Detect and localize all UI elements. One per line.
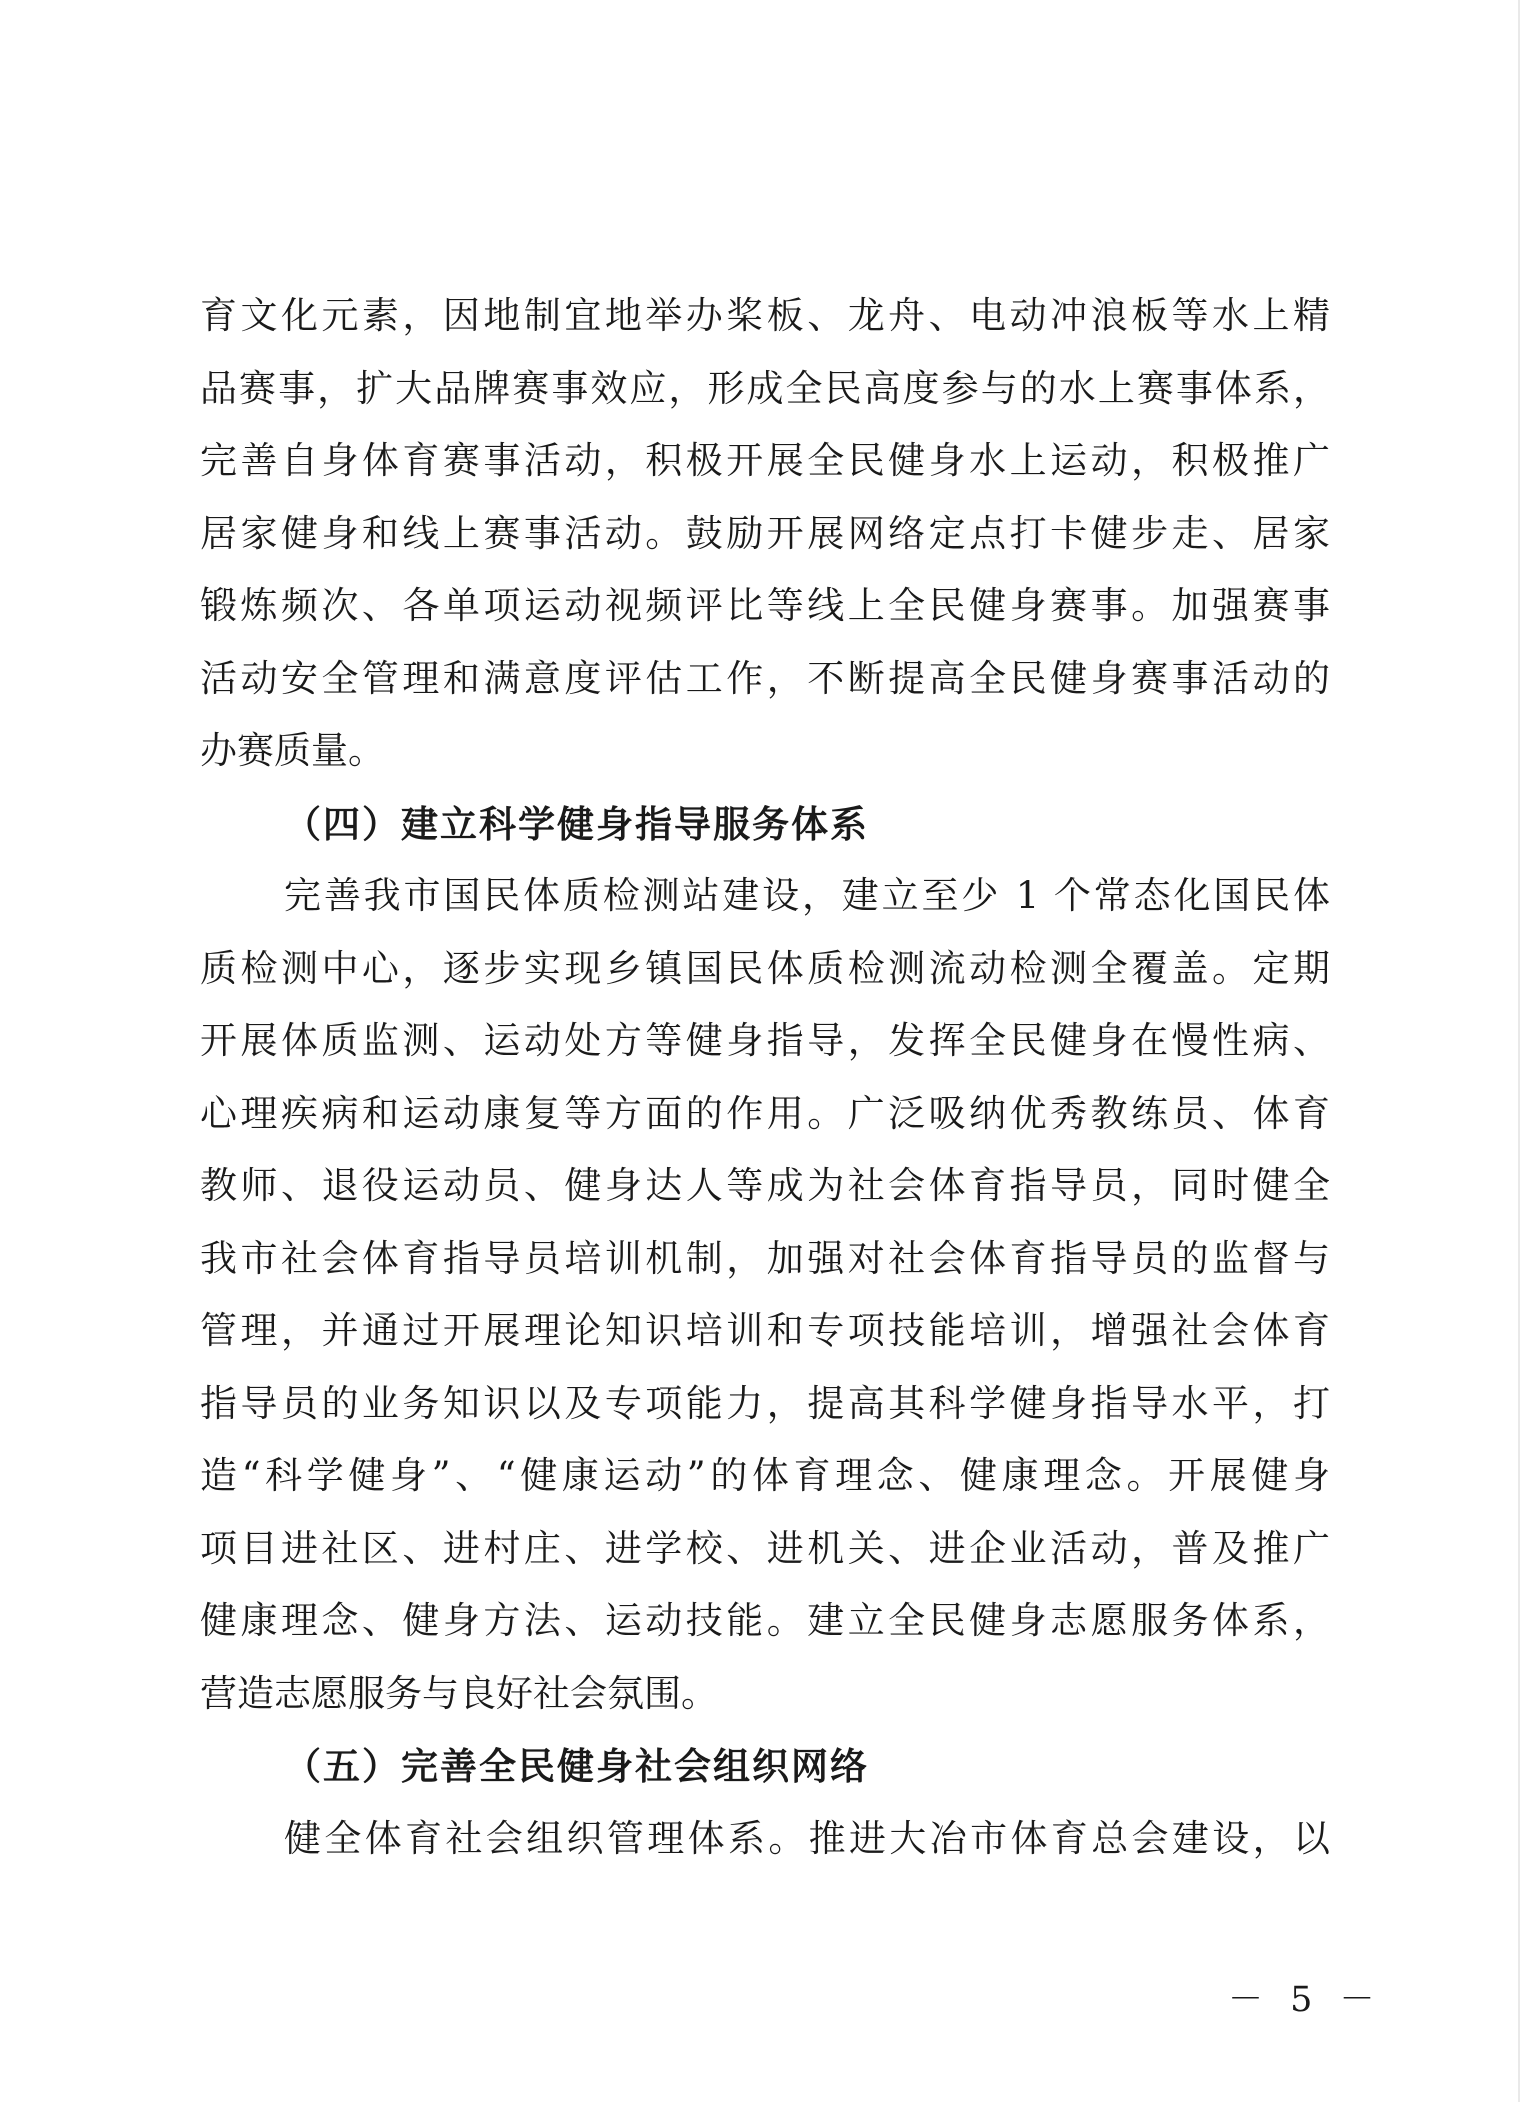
text-line: 健康理念、健身方法、运动技能。建立全民健身志愿服务体系，: [200, 1599, 1330, 1642]
text-line: 活动安全管理和满意度评估工作，不断提高全民健身赛事活动的: [200, 656, 1330, 700]
text-line: 心理疾病和运动康复等方面的作用。广泛吸纳优秀教练员、体育: [200, 1091, 1330, 1135]
text-line: 项目进社区、进村庄、进学校、进机关、进企业活动，普及推广: [200, 1526, 1330, 1570]
text-line: 造“科学健身”、“健康运动”的体育理念、健康理念。开展健身: [200, 1454, 1330, 1497]
body-text: [200, 280, 1330, 1875]
text-line: 锻炼频次、各单项运动视频评比等线上全民健身赛事。加强赛事: [200, 584, 1330, 627]
section-heading: （四）建立科学健身指导服务体系: [284, 801, 869, 846]
text-line: 质检测中心，逐步实现乡镇国民体质检测流动检测全覆盖。定期: [200, 946, 1330, 990]
text-line: 品赛事，扩大品牌赛事效应，形成全民高度参与的水上赛事体系，: [200, 366, 1330, 410]
text-line: 开展体质监测、运动处方等健身指导，发挥全民健身在慢性病、: [200, 1019, 1330, 1062]
paragraph-first-line: 完善我市国民体质检测站建设，建立至少 1 个常态化国民体: [284, 874, 1330, 917]
text-line: 我市社会体育指导员培训机制，加强对社会体育指导员的监督与: [200, 1236, 1330, 1280]
text-line: 管理，并通过开展理论知识培训和专项技能培训，增强社会体育: [200, 1309, 1330, 1352]
text-line: 完善自身体育赛事活动，积极开展全民健身水上运动，积极推广: [200, 439, 1330, 482]
page-number: － 5 －: [1228, 1980, 1383, 2020]
text-line: 居家健身和线上赛事活动。鼓励开展网络定点打卡健步走、居家: [200, 511, 1330, 555]
section-heading: （五）完善全民健身社会组织网络: [284, 1744, 869, 1788]
text-line: 营造志愿服务与良好社会氛围。: [200, 1671, 718, 1715]
paragraph-first-line: 健全体育社会组织管理体系。推进大冶市体育总会建设，以: [284, 1816, 1330, 1860]
text-line: 育文化元素，因地制宜地举办桨板、龙舟、电动冲浪板等水上精: [200, 294, 1330, 337]
text-line: 指导员的业务知识以及专项能力，提高其科学健身指导水平，打: [200, 1381, 1330, 1425]
text-line: 办赛质量。: [200, 729, 385, 772]
text-line: 教师、退役运动员、健身达人等成为社会体育指导员，同时健全: [200, 1164, 1330, 1207]
scan-edge-line: [1518, 0, 1520, 2102]
